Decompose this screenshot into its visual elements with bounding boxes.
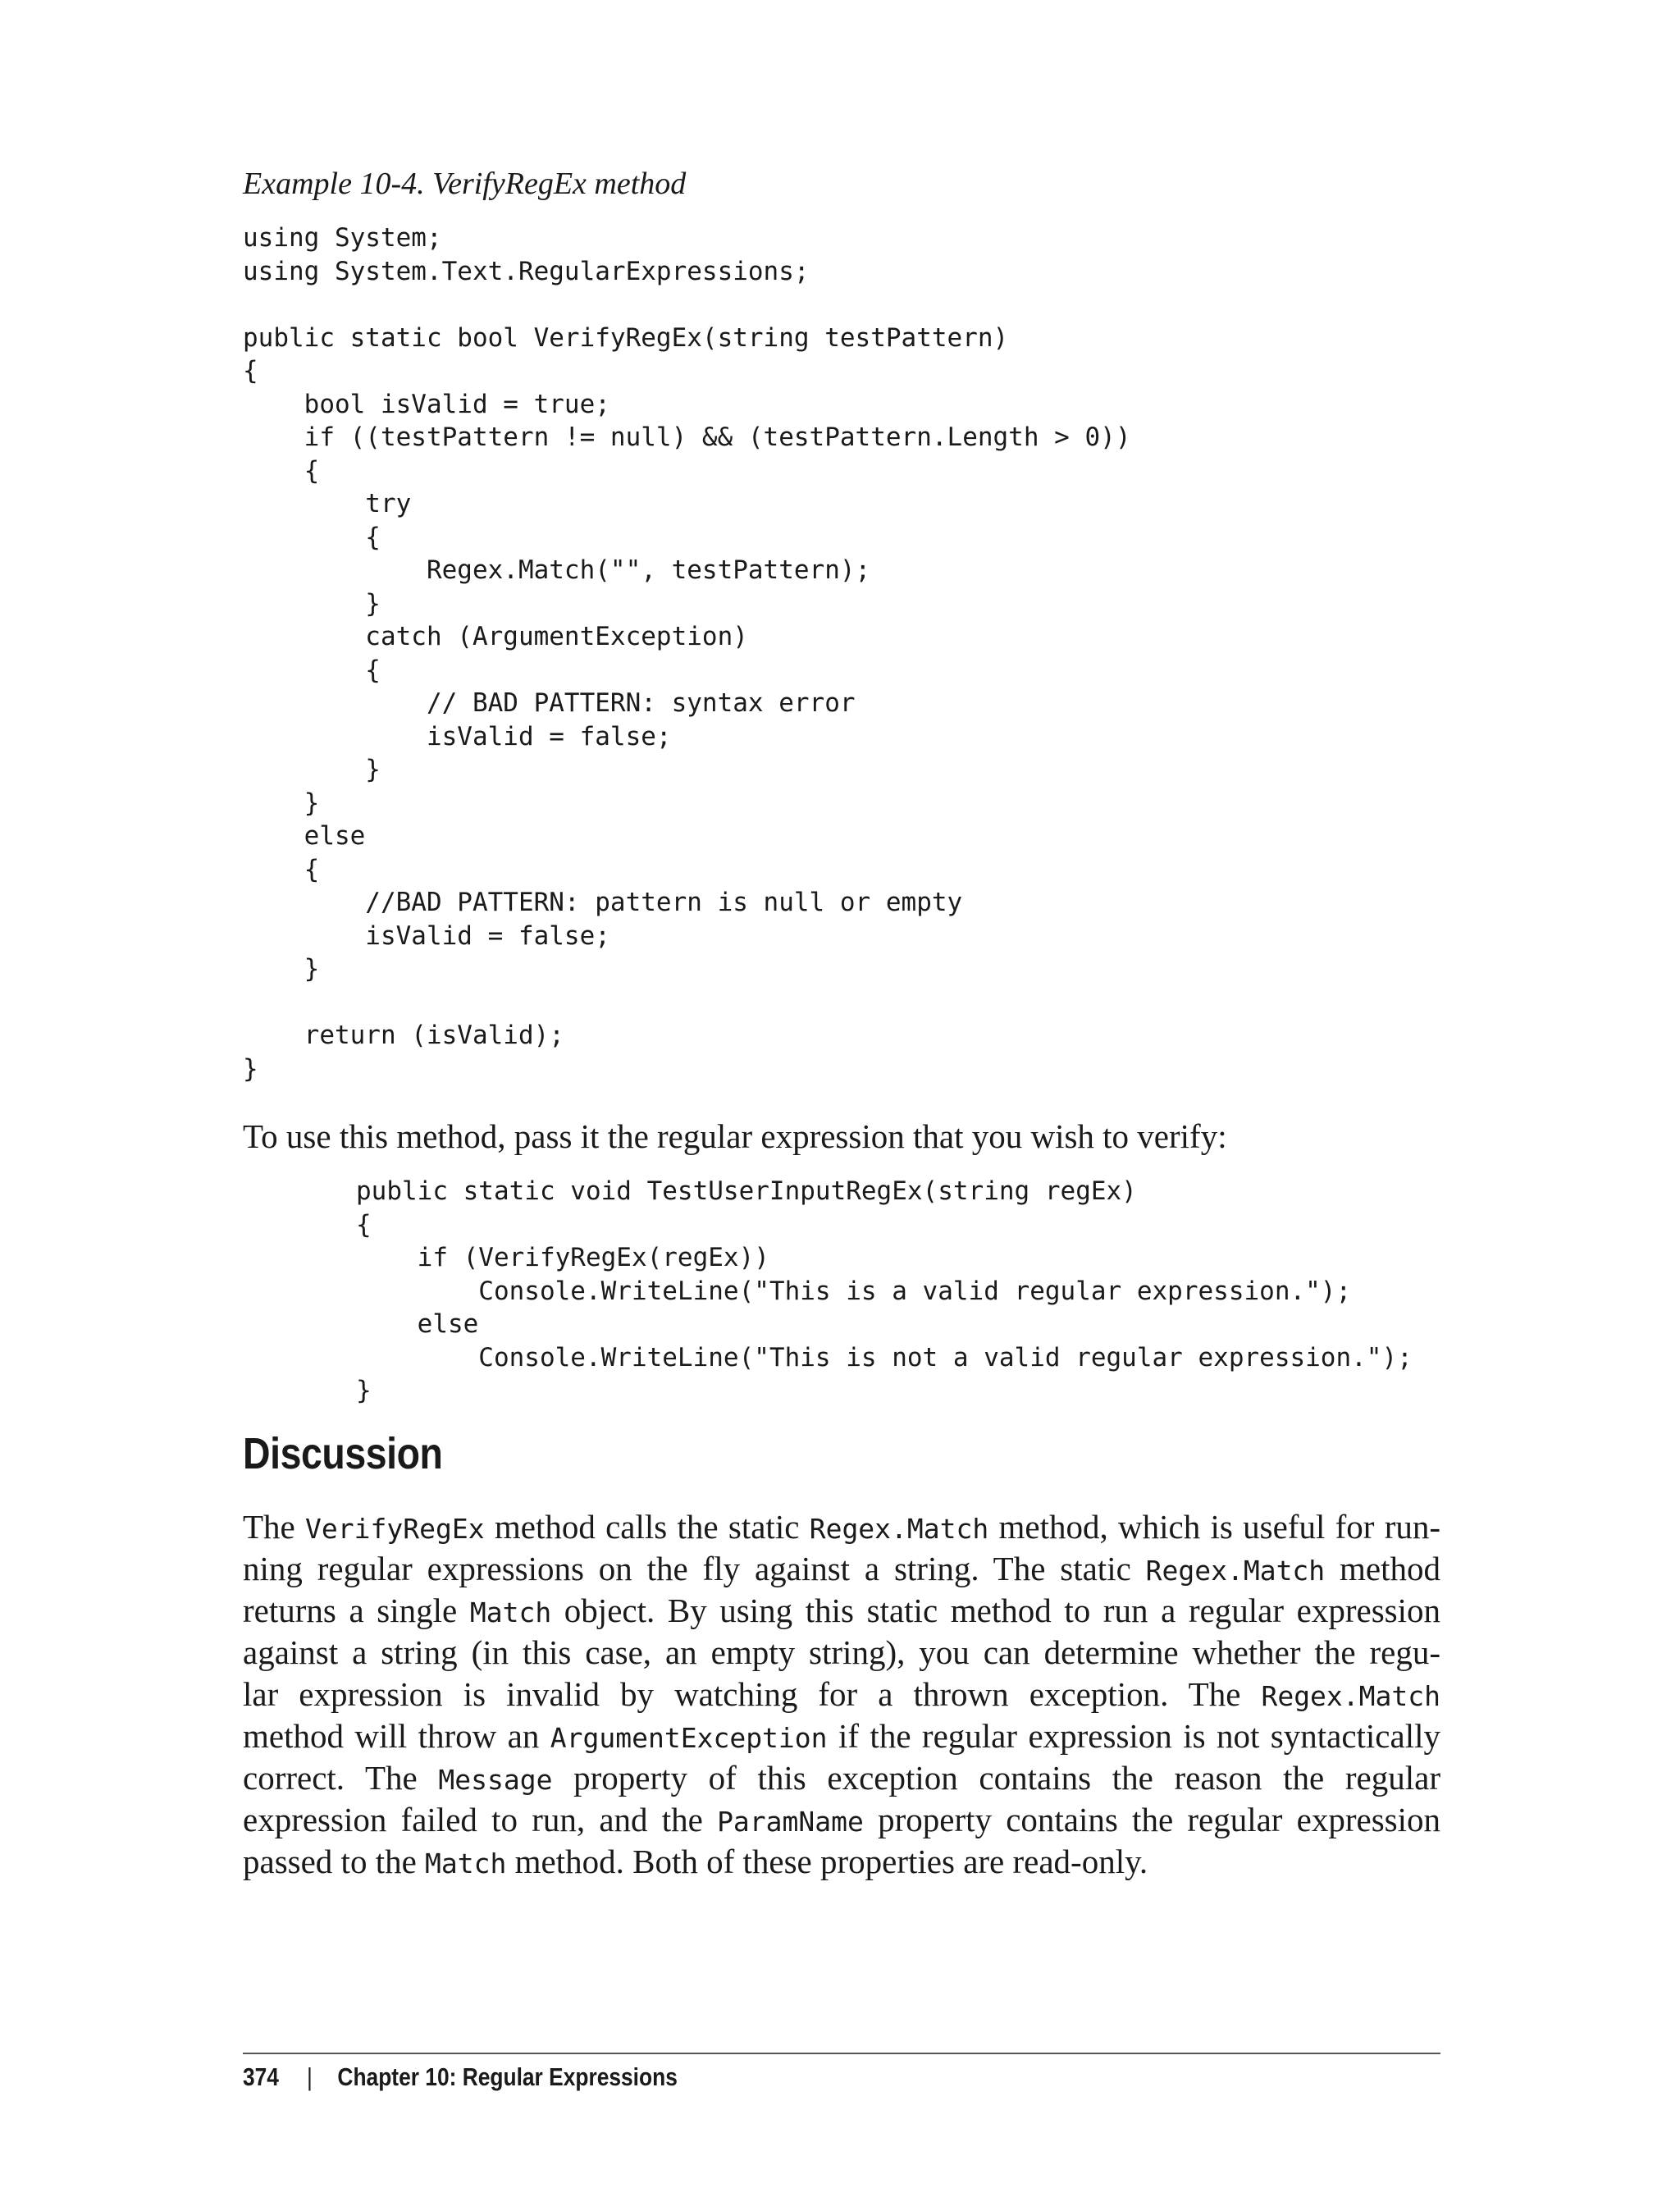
discussion-line: The VerifyRegEx method calls the static Regex.Match method, which is useful for run- — [243, 1508, 1440, 1546]
section-heading: Discussion — [243, 1429, 443, 1478]
inline-code: ArgumentException — [550, 1722, 828, 1754]
discussion-line: lar expression is invalid by watching for a thrown exception. The Regex.Match — [243, 1675, 1440, 1713]
inline-code: Match — [425, 1847, 507, 1879]
code-listing-verifyregex: using System; using System.Text.RegularExpressions; public static bool VerifyRegEx(string testPattern) { bool isValid = true; if ((testPattern != null) && (testPattern.Length > 0)) { try { Regex.Match("", testPattern); } catch (ArgumentException) { // BAD PATTERN: syntax error isValid = false; } } else { //BAD PATTERN: pattern is null or empty isValid = false; } return (isValid); } — [243, 223, 1131, 1084]
code-listing-usage: public static void TestUserInputRegEx(string regEx) { if (VerifyRegEx(regEx)) Console.WriteLine("This is a valid regular expression."); else Console.WriteLine("This is not a valid regular expression."); } — [356, 1176, 1413, 1405]
discussion-line: ning regular expressions on the fly against a string. The static Regex.Match method — [243, 1550, 1440, 1587]
discussion-paragraph — [243, 1506, 1440, 1883]
inline-code: Message — [438, 1764, 553, 1796]
discussion-line: passed to the Match method. Both of these properties are read-only. — [243, 1843, 1148, 1880]
inline-code: Regex.Match — [809, 1513, 989, 1545]
intro-paragraph: To use this method, pass it the regular expression that you wish to verify: — [243, 1117, 1227, 1155]
discussion-line: against a string (in this case, an empty string), you can determine whether the regu- — [243, 1633, 1440, 1671]
page-footer — [243, 2059, 678, 2095]
page-number: 374 — [243, 2062, 279, 2091]
chapter-title: Chapter 10: Regular Expressions — [337, 2062, 678, 2091]
discussion-line: returns a single Match object. By using this static method to run a regular expression — [243, 1592, 1440, 1629]
example-caption: Example 10-4. VerifyRegEx method — [243, 167, 687, 201]
discussion-line: method will throw an ArgumentException if the regular expression is not syntactically — [243, 1717, 1440, 1755]
footer-rule — [243, 2053, 1440, 2054]
inline-code: Regex.Match — [1261, 1680, 1440, 1712]
discussion-line: correct. The Message property of this exception contains the reason the regular — [243, 1759, 1440, 1797]
discussion-line: expression failed to run, and the ParamName property contains the regular expression — [243, 1801, 1440, 1838]
inline-code: VerifyRegEx — [305, 1513, 485, 1545]
inline-code: Regex.Match — [1145, 1555, 1326, 1587]
footer-separator: | — [306, 2062, 313, 2091]
inline-code: ParamName — [717, 1806, 864, 1838]
inline-code: Match — [469, 1596, 552, 1628]
